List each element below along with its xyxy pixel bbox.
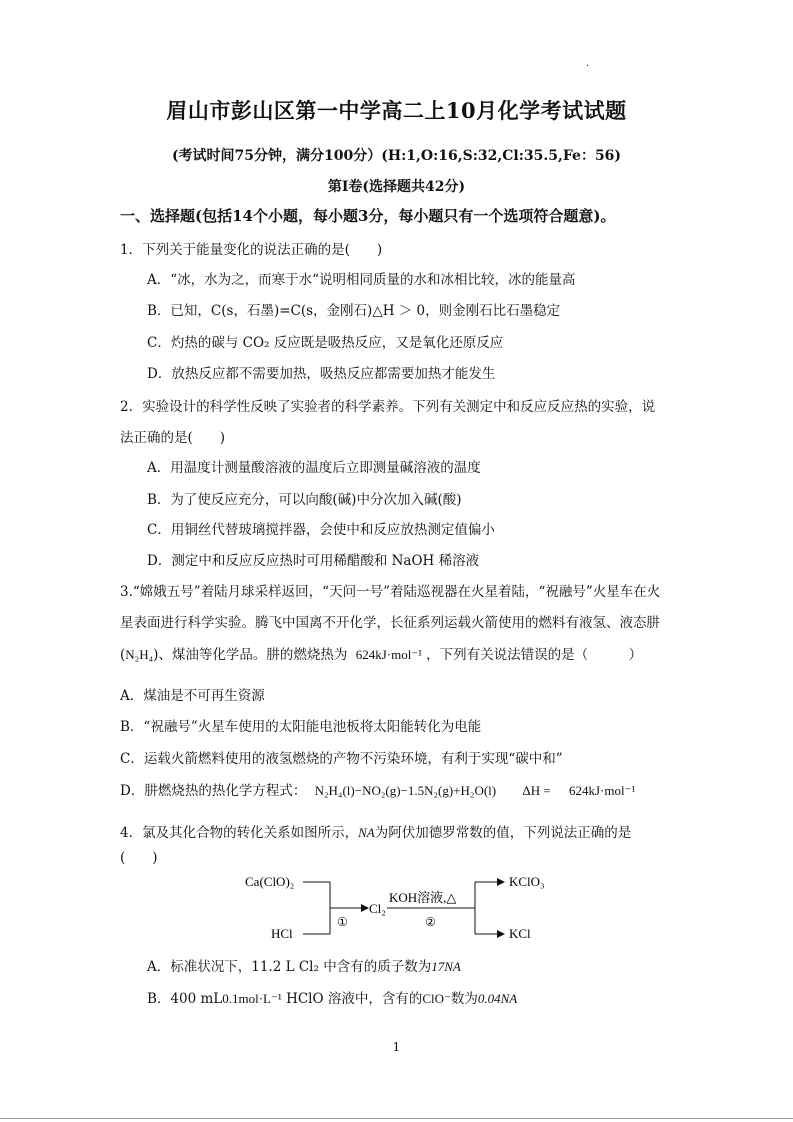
q4-option-b-ion: ClO⁻: [422, 991, 451, 1006]
q3-option-b: B．“祝融号”火星车使用的太阳能电池板将太阳能转化为电能: [120, 719, 482, 735]
q1-option-d: D．放热反应都不需要加热，吸热反应都需要加热才能发生: [147, 366, 496, 382]
q4-option-a-value: 17NA: [431, 959, 461, 974]
q3-stem-mid: )、煤油等化学品。肼的燃烧热为: [153, 647, 348, 663]
diagram-arrowhead-2: [497, 878, 505, 886]
exam-subtitle: (考试时间75分钟，满分100分）(H:1,O:16,S:32,Cl:35.5,Fe：56): [171, 148, 622, 164]
q3-option-d-prefix: D．肼燃烧热的热化学方程式：: [120, 783, 307, 799]
q4-option-b-prefix: B．400 mL: [147, 991, 223, 1007]
combustion-heat-value: 624kJ·mol⁻¹: [355, 647, 423, 662]
q4-option-a-prefix: A．标准状况下，11.2 L Cl₂ 中含有的质子数为: [147, 959, 432, 975]
q3-stem-line1: 3.“嫦娥五号”着陆月球采样返回，“天问一号”着陆巡视器在火星着陆，“祝融号”火星车在火: [120, 584, 661, 600]
q3-option-c: C．运载火箭燃料使用的液氢燃烧的产物不污染环境，有利于实现“碳中和”: [120, 751, 563, 767]
corner-dot: .: [586, 58, 590, 69]
q4-option-b-mid: HClO 溶液中，含有的: [286, 991, 423, 1007]
thermochemical-equation: N₂H₄(l)−NO₂(g)−1.5N₂(g)+H₂O(l): [314, 783, 497, 798]
q1-stem: 1．下列关于能量变化的说法正确的是( ): [120, 242, 383, 258]
page-bottom-rule: [0, 1118, 793, 1119]
part-heading: 一、选择题(包括14个小题，每小题3分，每小题只有一个选项符合题意)。: [120, 207, 616, 225]
q4-stem-end: 为阿伏加德罗常数的值，下列说法正确的是: [374, 825, 632, 841]
diagram-cl2: Cl₂: [369, 901, 386, 916]
chlorine-conversion-diagram: [235, 866, 565, 946]
diagram-step-2: ②: [425, 915, 436, 929]
diagram-arrowhead-1: [361, 904, 369, 912]
q3-stem-end: ，下列有关说法错误的是（ ）: [426, 647, 643, 663]
q4-option-b-value: 0.04NA: [477, 991, 518, 1006]
section-heading: 第Ⅰ卷(选择题共42分): [327, 179, 466, 195]
q3-option-d: [120, 779, 635, 799]
q2-option-d: D．测定中和反应反应热时可用稀醋酸和 NaOH 稀溶液: [147, 553, 480, 569]
q2-stem-line1: 2．实验设计的科学性反映了实验者的科学素养。下列有关测定中和反应反应热的实验，说: [120, 399, 656, 415]
q2-option-c: C．用铜丝代替玻璃搅拌器，会使中和反应放热测定值偏小: [147, 522, 495, 538]
q1-option-b: B．已知，C(s，石墨)=C(s，金刚石)△H ＞ 0，则金刚石比石墨稳定: [147, 303, 561, 319]
q4-option-b-concentration: 0.1mol·L⁻¹: [222, 991, 282, 1006]
q2-option-b: B．为了使反应充分，可以向酸(碱)中分次加入碱(酸): [147, 492, 462, 508]
page-number: 1: [392, 1040, 401, 1054]
diagram-ca-clo2: Ca(ClO)₂: [245, 874, 295, 889]
diagram-hcl: HCl: [271, 926, 293, 941]
delta-h-value: 624kJ·mol⁻¹: [569, 783, 636, 798]
diagram-kcl: KCl: [509, 926, 531, 941]
q2-stem-line2: 法正确的是( ): [120, 430, 226, 446]
q1-option-c: C．灼热的碳与 CO₂ 反应既是吸热反应，又是氧化还原反应: [147, 335, 504, 351]
q1-option-a: A．“冰，水为之，而寒于水“说明相同质量的水和冰相比较，冰的能量高: [147, 272, 576, 288]
q3-paren-open: (: [120, 647, 126, 663]
q4-option-b-mid2: 数为: [450, 991, 478, 1007]
q3-option-a: A．煤油是不可再生资源: [120, 688, 265, 704]
exam-title: 眉山市彭山区第一中学高二上10月化学考试试题: [166, 98, 627, 123]
hydrazine-formula: N₂H₄: [125, 647, 154, 662]
q3-stem-line3: [120, 643, 642, 663]
q2-option-a: A．用温度计测量酸溶液的温度后立即测量碱溶液的温度: [147, 460, 481, 476]
delta-h-label: ΔH =: [522, 783, 551, 798]
q4-stem-line1: [120, 821, 631, 841]
diagram-kclo3: KClO₃: [509, 874, 545, 889]
q4-option-b: [147, 987, 517, 1007]
diagram-condition: KOH溶液,△: [389, 890, 457, 905]
q4-stem-start: 4．氯及其化合物的转化关系如图所示，: [120, 825, 359, 841]
diagram-arrowhead-3: [497, 930, 505, 938]
avogadro-symbol: NA: [358, 825, 375, 840]
q4-option-a: [147, 955, 461, 975]
diagram-step-1: ①: [337, 915, 348, 929]
q4-stem-line2: ( ): [120, 850, 158, 866]
q3-stem-line2: 星表面进行科学实验。腾飞中国离不开化学，长征系列运载火箭使用的燃料有液氢、液态肼: [120, 615, 660, 631]
